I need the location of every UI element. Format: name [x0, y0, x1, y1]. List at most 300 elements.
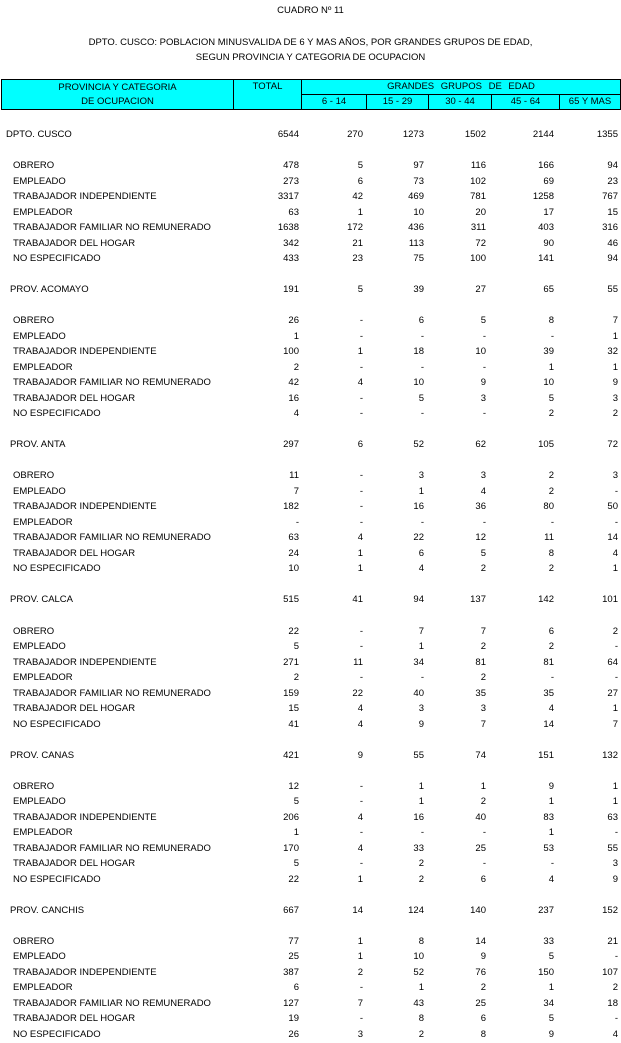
cell-value: - — [482, 858, 486, 870]
row-label: TRABAJADOR FAMILIAR NO REMUNERADO — [13, 532, 211, 544]
cell-value: 1 — [418, 796, 424, 808]
table-number: CUADRO Nº 11 — [277, 5, 344, 16]
table-row — [0, 561, 621, 577]
table-row — [0, 484, 621, 500]
cell-value: 43 — [413, 997, 424, 1009]
row-label: OBRERO — [13, 315, 55, 327]
cell-value: 46 — [607, 237, 618, 249]
cell-value: 3 — [480, 392, 486, 404]
cell-total: 1 — [293, 827, 299, 839]
cell-value: 152 — [602, 904, 618, 916]
table-row — [0, 1011, 621, 1027]
cell-value: - — [359, 516, 363, 528]
row-label: EMPLEADO — [13, 175, 66, 187]
row-label: TRABAJADOR DEL HOGAR — [13, 1013, 136, 1025]
cell-value: 97 — [413, 160, 424, 172]
cell-value: 2 — [548, 485, 554, 497]
cell-value: - — [614, 516, 618, 528]
table-row — [0, 686, 621, 702]
cell-total: 5 — [293, 641, 299, 653]
cell-value: 5 — [548, 392, 554, 404]
cell-total: 297 — [283, 439, 299, 451]
cell-value: - — [359, 470, 363, 482]
cell-value: 113 — [408, 237, 424, 249]
cell-value: 4 — [357, 703, 363, 715]
row-label: NO ESPECIFICADO — [13, 718, 101, 730]
cell-value: 1 — [612, 330, 618, 342]
cell-value: - — [614, 951, 618, 963]
cell-total: 26 — [288, 315, 299, 327]
row-label: NO ESPECIFICADO — [13, 873, 101, 885]
cell-value: - — [482, 827, 486, 839]
row-label: OBRERO — [13, 780, 55, 792]
cell-value: 42 — [352, 191, 363, 203]
table-row — [0, 406, 621, 422]
cell-value: 124 — [408, 904, 424, 916]
cell-value: 469 — [408, 191, 424, 203]
cell-value: - — [359, 408, 363, 420]
cell-value: 80 — [543, 501, 554, 513]
cell-value: 74 — [475, 749, 486, 761]
row-spacer — [0, 887, 621, 903]
row-label: PROV. CALCA — [10, 594, 74, 606]
cell-value: 2 — [480, 982, 486, 994]
cell-value: 64 — [607, 656, 618, 668]
cell-value: 1258 — [532, 191, 554, 203]
cell-value: 1 — [612, 563, 618, 575]
prov-row — [0, 592, 621, 608]
cell-value: 16 — [413, 501, 424, 513]
cell-value: 3 — [612, 470, 618, 482]
cell-value: - — [359, 827, 363, 839]
table-row — [0, 530, 621, 546]
cell-value: 316 — [602, 222, 618, 234]
cell-value: 1 — [357, 206, 363, 218]
cell-value: 15 — [607, 206, 618, 218]
cell-value: 166 — [538, 160, 554, 172]
cell-value: 63 — [607, 811, 618, 823]
cell-value: 2 — [480, 641, 486, 653]
row-label: EMPLEADO — [13, 951, 66, 963]
cell-value: 3 — [480, 470, 486, 482]
row-label: EMPLEADO — [13, 641, 66, 653]
cell-value: 32 — [607, 346, 618, 358]
table-row — [0, 841, 621, 857]
cell-total: 170 — [283, 842, 299, 854]
cell-value: 4 — [480, 485, 486, 497]
cell-value: 2 — [548, 563, 554, 575]
cell-total: 77 — [288, 935, 299, 947]
cell-value: 5 — [480, 315, 486, 327]
cell-value: 140 — [470, 904, 486, 916]
cell-value: 5 — [357, 160, 363, 172]
cell-value: 1 — [548, 982, 554, 994]
table-row — [0, 158, 621, 174]
row-label: PROV. ACOMAYO — [10, 284, 89, 296]
row-label: NO ESPECIFICADO — [13, 408, 101, 420]
cell-value: 81 — [543, 656, 554, 668]
cell-value: 23 — [607, 175, 618, 187]
row-label: PROV. CANAS — [10, 749, 75, 761]
cell-value: 150 — [538, 966, 554, 978]
cell-value: 9 — [548, 780, 554, 792]
cell-value: - — [420, 827, 424, 839]
row-label: TRABAJADOR DEL HOGAR — [13, 547, 136, 559]
table-row — [0, 391, 621, 407]
table-row — [0, 174, 621, 190]
cell-value: - — [420, 672, 424, 684]
table-row — [0, 236, 621, 252]
cell-value: 4 — [357, 718, 363, 730]
cell-total: 11 — [289, 470, 299, 482]
cell-value: 5 — [548, 951, 554, 963]
cell-value: 172 — [347, 222, 363, 234]
cell-value: 9 — [612, 873, 618, 885]
cell-value: - — [359, 485, 363, 497]
cell-value: 5 — [548, 1013, 554, 1025]
cell-value: 2 — [480, 672, 486, 684]
table-row — [0, 794, 621, 810]
cell-value: 2 — [612, 408, 618, 420]
cell-value: 75 — [413, 253, 424, 265]
prov-row — [0, 282, 621, 298]
cell-value: 237 — [538, 904, 554, 916]
row-label: TRABAJADOR FAMILIAR NO REMUNERADO — [13, 842, 211, 854]
prov-row — [0, 437, 621, 453]
cell-value: 94 — [607, 253, 618, 265]
cell-value: 25 — [475, 842, 486, 854]
cell-value: 6 — [480, 1013, 486, 1025]
cell-value: 55 — [607, 842, 618, 854]
row-label: EMPLEADOR — [13, 672, 73, 684]
cell-value: 33 — [543, 935, 554, 947]
header-age-45-64: 45 - 64 — [492, 95, 560, 110]
cell-value: 8 — [480, 1028, 486, 1040]
cell-value: 2 — [480, 796, 486, 808]
cell-value: 2 — [418, 1028, 424, 1040]
cell-value: 4 — [418, 563, 424, 575]
cell-value: 3 — [418, 703, 424, 715]
table-row — [0, 639, 621, 655]
cell-value: 5 — [357, 284, 363, 296]
row-spacer — [0, 298, 621, 314]
cell-value: 14 — [543, 718, 554, 730]
cell-total: 273 — [283, 175, 299, 187]
cell-value: 23 — [352, 253, 363, 265]
table-row — [0, 655, 621, 671]
cell-value: - — [614, 485, 618, 497]
cell-total: 342 — [283, 237, 299, 249]
cell-value: 1502 — [464, 129, 486, 140]
cell-total: 206 — [283, 811, 299, 823]
row-spacer — [0, 763, 621, 779]
cell-value: 36 — [475, 501, 486, 513]
row-label: TRABAJADOR FAMILIAR NO REMUNERADO — [13, 377, 211, 389]
cell-value: 1 — [480, 780, 486, 792]
cell-value: 40 — [475, 811, 486, 823]
cell-value: 21 — [352, 237, 363, 249]
cell-value: - — [614, 1013, 618, 1025]
cell-value: 141 — [538, 253, 554, 265]
cell-value: 9 — [418, 718, 424, 730]
table-row — [0, 949, 621, 965]
cell-value: - — [420, 361, 424, 373]
row-label: TRABAJADOR INDEPENDIENTE — [13, 656, 157, 668]
cell-value: 6 — [548, 625, 554, 637]
table-row — [0, 825, 621, 841]
cell-value: 9 — [612, 377, 618, 389]
table-header — [1, 79, 621, 110]
cell-value: - — [482, 330, 486, 342]
cell-value: 53 — [543, 842, 554, 854]
cell-value: 1 — [612, 796, 618, 808]
cell-value: 132 — [602, 749, 618, 761]
cell-total: 515 — [283, 594, 299, 606]
cell-value: 33 — [413, 842, 424, 854]
cell-total: 24 — [288, 547, 299, 559]
cell-value: - — [359, 672, 363, 684]
cell-value: - — [359, 1013, 363, 1025]
header-age-15-29: 15 - 29 — [367, 95, 429, 110]
row-label: TRABAJADOR FAMILIAR NO REMUNERADO — [13, 222, 211, 234]
cell-value: - — [482, 361, 486, 373]
cell-value: 7 — [418, 625, 424, 637]
table-row — [0, 220, 621, 236]
prov-row — [0, 748, 621, 764]
cell-value: 3 — [612, 858, 618, 870]
cell-total: 2 — [293, 361, 299, 373]
cell-value: 1 — [418, 982, 424, 994]
cell-value: - — [359, 982, 363, 994]
cell-value: 4 — [357, 811, 363, 823]
cell-value: 403 — [538, 222, 554, 234]
row-spacer — [0, 577, 621, 593]
cell-value: 2 — [612, 982, 618, 994]
row-label: TRABAJADOR FAMILIAR NO REMUNERADO — [13, 997, 211, 1009]
cell-value: 1 — [357, 563, 363, 575]
cell-total: 6544 — [277, 129, 299, 140]
cell-total: 19 — [288, 1013, 299, 1025]
cell-value: - — [359, 330, 363, 342]
cell-value: 10 — [543, 377, 554, 389]
cell-value: 5 — [480, 547, 486, 559]
cell-value: - — [359, 501, 363, 513]
header-age-6-14: 6 - 14 — [302, 95, 367, 110]
row-label: OBRERO — [13, 625, 55, 637]
row-spacer — [0, 453, 621, 469]
cell-value: - — [482, 408, 486, 420]
cell-value: 7 — [612, 315, 618, 327]
cell-value: 7 — [357, 997, 363, 1009]
row-label: TRABAJADOR INDEPENDIENTE — [13, 811, 157, 823]
table-row — [0, 468, 621, 484]
cell-value: 14 — [607, 532, 618, 544]
table-row — [0, 205, 621, 221]
cell-value: 2144 — [532, 129, 554, 140]
cell-value: 767 — [602, 191, 618, 203]
cell-value: 9 — [480, 951, 486, 963]
cell-value: 73 — [413, 175, 424, 187]
cell-total: 22 — [288, 625, 299, 637]
table-row — [0, 313, 621, 329]
cell-value: 12 — [475, 532, 486, 544]
cell-total: 1638 — [277, 222, 299, 234]
cell-value: 2 — [548, 470, 554, 482]
cell-value: 2 — [548, 408, 554, 420]
cell-total: 63 — [288, 206, 299, 218]
row-label: OBRERO — [13, 470, 55, 482]
cell-value: - — [420, 408, 424, 420]
cell-value: 8 — [548, 315, 554, 327]
row-label: NO ESPECIFICADO — [13, 253, 101, 265]
cell-value: - — [614, 672, 618, 684]
row-label: EMPLEADOR — [13, 516, 73, 528]
cell-value: 14 — [352, 904, 363, 916]
cell-value: 1 — [357, 346, 363, 358]
header-category-line-1: PROVINCIA Y CATEGORIA — [58, 81, 177, 93]
cell-value: 35 — [475, 687, 486, 699]
cell-value: 1355 — [596, 129, 618, 140]
cell-value: 62 — [475, 439, 486, 451]
row-label: NO ESPECIFICADO — [13, 563, 101, 575]
cell-value: 1 — [418, 485, 424, 497]
cell-value: 50 — [607, 501, 618, 513]
cell-total: 387 — [283, 966, 299, 978]
cell-value: 2 — [357, 966, 363, 978]
cell-value: 72 — [607, 439, 618, 451]
cell-total: 421 — [283, 749, 299, 761]
row-label: PROV. CANCHIS — [10, 904, 85, 916]
cell-value: 16 — [413, 811, 424, 823]
cell-value: 2 — [480, 563, 486, 575]
cell-value: 151 — [538, 749, 554, 761]
cell-total: 191 — [283, 284, 299, 296]
row-label: NO ESPECIFICADO — [13, 1028, 101, 1040]
cell-total: 4 — [293, 408, 299, 420]
cell-value: 4 — [548, 703, 554, 715]
cell-value: 20 — [475, 206, 486, 218]
cell-value: - — [359, 315, 363, 327]
cell-total: 15 — [288, 703, 299, 715]
cell-value: 34 — [543, 997, 554, 1009]
cell-value: 1 — [418, 641, 424, 653]
cell-value: 76 — [475, 966, 486, 978]
cell-total: 182 — [283, 501, 299, 513]
table-body — [0, 127, 621, 1042]
cell-total: 433 — [283, 253, 299, 265]
row-label: EMPLEADOR — [13, 206, 73, 218]
row-spacer — [0, 267, 621, 283]
table-row — [0, 1027, 621, 1043]
cell-value: 7 — [480, 718, 486, 730]
cell-value: - — [359, 641, 363, 653]
row-label: EMPLEADO — [13, 330, 66, 342]
row-label: TRABAJADOR INDEPENDIENTE — [13, 346, 157, 358]
table-row — [0, 810, 621, 826]
cell-value: 3 — [418, 470, 424, 482]
cell-value: 11 — [544, 532, 554, 544]
cell-total: 26 — [288, 1028, 299, 1040]
header-age-groups: GRANDES GRUPOS DE EDAD — [302, 80, 621, 95]
cell-value: 1 — [548, 827, 554, 839]
table-row — [0, 624, 621, 640]
cell-value: 436 — [408, 222, 424, 234]
cell-value: 1 — [612, 703, 618, 715]
cell-value: 4 — [612, 547, 618, 559]
cell-value: 90 — [543, 237, 554, 249]
cell-value: 4 — [612, 1028, 618, 1040]
cell-value: 1 — [612, 780, 618, 792]
cell-value: 1 — [612, 361, 618, 373]
cell-value: 1 — [357, 951, 363, 963]
cell-value: 781 — [470, 191, 486, 203]
cell-value: 11 — [353, 656, 363, 668]
cell-value: 10 — [413, 951, 424, 963]
cell-value: 83 — [543, 811, 554, 823]
cell-value: 25 — [475, 997, 486, 1009]
cell-value: - — [359, 796, 363, 808]
header-category-line-2: DE OCUPACION — [81, 95, 154, 107]
table-row — [0, 717, 621, 733]
cell-total: 5 — [293, 858, 299, 870]
row-label: EMPLEADOR — [13, 982, 73, 994]
row-label: TRABAJADOR DEL HOGAR — [13, 392, 136, 404]
cell-value: 72 — [475, 237, 486, 249]
table-row — [0, 934, 621, 950]
cell-value: 8 — [418, 1013, 424, 1025]
table-row — [0, 670, 621, 686]
cell-total: 12 — [288, 780, 299, 792]
cell-value: 65 — [543, 284, 554, 296]
header-category — [2, 80, 234, 110]
cell-value: 116 — [470, 160, 486, 172]
table-row — [0, 189, 621, 205]
dept-row — [0, 127, 621, 143]
cell-total: 22 — [288, 873, 299, 885]
cell-value: - — [482, 516, 486, 528]
row-label: TRABAJADOR DEL HOGAR — [13, 237, 136, 249]
table-row — [0, 996, 621, 1012]
cell-value: 6 — [357, 175, 363, 187]
table-row — [0, 499, 621, 515]
table-row — [0, 515, 621, 531]
table-row — [0, 251, 621, 267]
cell-value: 3 — [357, 1028, 363, 1040]
table-title-line-1: DPTO. CUSCO: POBLACION MINUSVALIDA DE 6 Y MAS AÑOS, POR GRANDES GRUPOS DE EDAD, — [88, 37, 533, 48]
cell-value: 94 — [607, 160, 618, 172]
cell-value: 52 — [413, 966, 424, 978]
cell-value: 1273 — [402, 129, 424, 140]
cell-value: 1 — [548, 361, 554, 373]
cell-value: 39 — [413, 284, 424, 296]
table-row — [0, 375, 621, 391]
row-label: TRABAJADOR INDEPENDIENTE — [13, 501, 157, 513]
row-spacer — [0, 732, 621, 748]
cell-total: 100 — [283, 346, 299, 358]
cell-value: 94 — [413, 594, 424, 606]
cell-value: 8 — [548, 547, 554, 559]
cell-value: 4 — [357, 842, 363, 854]
row-label: TRABAJADOR INDEPENDIENTE — [13, 966, 157, 978]
cell-value: 22 — [413, 532, 424, 544]
cell-value: 7 — [480, 625, 486, 637]
cell-value: 137 — [470, 594, 486, 606]
cell-value: 34 — [413, 656, 424, 668]
cell-value: 10 — [413, 206, 424, 218]
cell-value: - — [550, 672, 554, 684]
cell-value: 7 — [612, 718, 618, 730]
cell-value: 1 — [548, 796, 554, 808]
